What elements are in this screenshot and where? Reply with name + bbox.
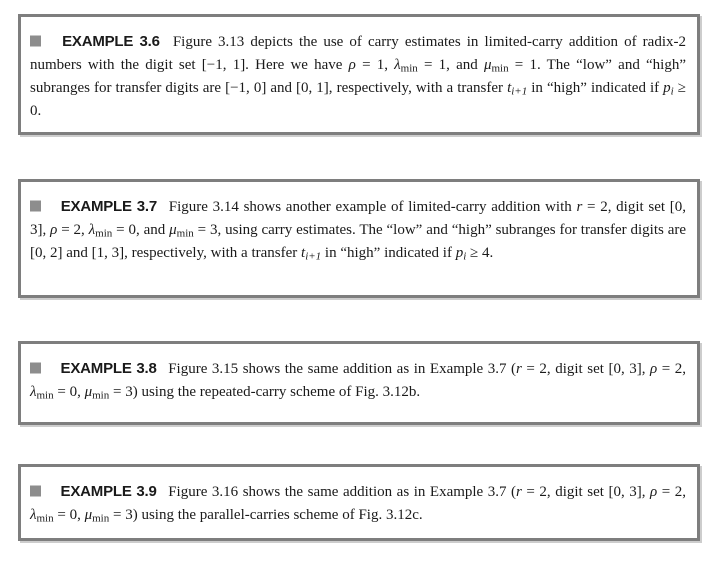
text-segment: t: [507, 80, 512, 96]
text-segment: ρ: [650, 484, 658, 500]
text-segment: r: [576, 199, 583, 215]
example-paragraph: [30, 30, 686, 123]
square-bullet-icon: [30, 201, 41, 212]
square-bullet-icon: [30, 486, 41, 497]
example-box: [18, 179, 700, 298]
example-label: EXAMPLE 3.7: [60, 198, 158, 215]
text-segment: i+1: [305, 250, 322, 263]
text-segment: min: [36, 512, 54, 525]
text-segment: = 2,: [657, 484, 687, 500]
square-bullet-icon: [30, 36, 41, 47]
text-segment: min: [400, 62, 418, 75]
text-segment: in “high” indicated if: [527, 80, 664, 96]
text-segment: min: [95, 227, 113, 240]
text-segment: = 3) using the parallel-carries scheme of Fig. 3.12c.: [109, 507, 423, 523]
text-segment: = 2,: [657, 361, 687, 377]
text-segment: r: [516, 484, 522, 500]
example-label: EXAMPLE 3.6: [62, 33, 160, 50]
text-segment: μ: [169, 222, 177, 238]
text-segment: = 0, and: [112, 222, 170, 238]
text-segment: Figure 3.15 shows the same addition as in Example 3.7 (: [168, 361, 517, 377]
example-box: [18, 14, 700, 135]
text-segment: ρ: [348, 57, 356, 73]
text-segment: λ: [30, 507, 37, 523]
text-segment: Figure 3.16 shows the same addition as in Example 3.7 (: [168, 484, 517, 500]
example-label: EXAMPLE 3.9: [60, 483, 157, 500]
example-paragraph: [30, 357, 686, 404]
text-segment: p: [663, 80, 671, 96]
square-bullet-icon: [30, 363, 41, 374]
text-segment: λ: [394, 57, 401, 73]
examples-container: [0, 14, 720, 541]
text-segment: ≥ 0.: [30, 80, 686, 119]
text-segment: ρ: [50, 222, 58, 238]
text-segment: in “high” indicated if: [321, 245, 456, 261]
text-segment: Figure 3.14 shows another example of limited-carry addition with: [168, 199, 577, 215]
text-segment: = 2, digit set [0, 3],: [521, 361, 651, 377]
text-segment: = 3) using the repeated-carry scheme of Fig. 3.12b.: [109, 384, 421, 400]
text-segment: i: [670, 85, 674, 98]
text-segment: = 1, and: [417, 57, 484, 73]
text-segment: = 2,: [57, 222, 89, 238]
text-segment: λ: [30, 384, 37, 400]
text-segment: ≥ 4.: [466, 245, 494, 261]
example-box: [18, 464, 700, 541]
text-segment: = 1. The “low” and “high” subranges for transfer digits are [−1, 0] and [0, 1], respectively, with a transfer: [30, 57, 686, 96]
text-segment: = 0,: [53, 384, 85, 400]
text-segment: min: [92, 512, 110, 525]
text-segment: ρ: [650, 361, 658, 377]
example-box: [18, 341, 700, 425]
text-segment: λ: [88, 222, 96, 238]
text-segment: Figure 3.13 depicts the use of carry estimates in limited-carry addition of radix-2 numbers with the digit set [−1, 1]. Here we have: [30, 34, 686, 73]
text-segment: min: [491, 62, 509, 75]
text-segment: = 3, using carry estimates. The “low” and “high” subranges for transfer digits are [0, 2] and [1, 3], respectively, with a transfer: [30, 222, 687, 261]
example-paragraph: [30, 195, 686, 265]
text-segment: μ: [84, 507, 93, 523]
text-segment: = 0,: [53, 507, 85, 523]
text-segment: min: [176, 227, 194, 240]
example-paragraph: [30, 480, 686, 527]
text-segment: t: [301, 245, 306, 261]
text-segment: min: [36, 389, 54, 402]
example-label: EXAMPLE 3.8: [60, 360, 157, 377]
text-segment: μ: [483, 57, 492, 73]
text-segment: = 1,: [355, 57, 395, 73]
text-segment: i: [463, 250, 467, 263]
text-segment: r: [516, 361, 522, 377]
text-segment: = 2, digit set [0, 3],: [30, 199, 687, 238]
text-segment: = 2, digit set [0, 3],: [521, 484, 651, 500]
text-segment: i+1: [511, 85, 528, 98]
text-segment: p: [455, 245, 464, 261]
text-segment: min: [92, 389, 110, 402]
text-segment: μ: [84, 384, 93, 400]
